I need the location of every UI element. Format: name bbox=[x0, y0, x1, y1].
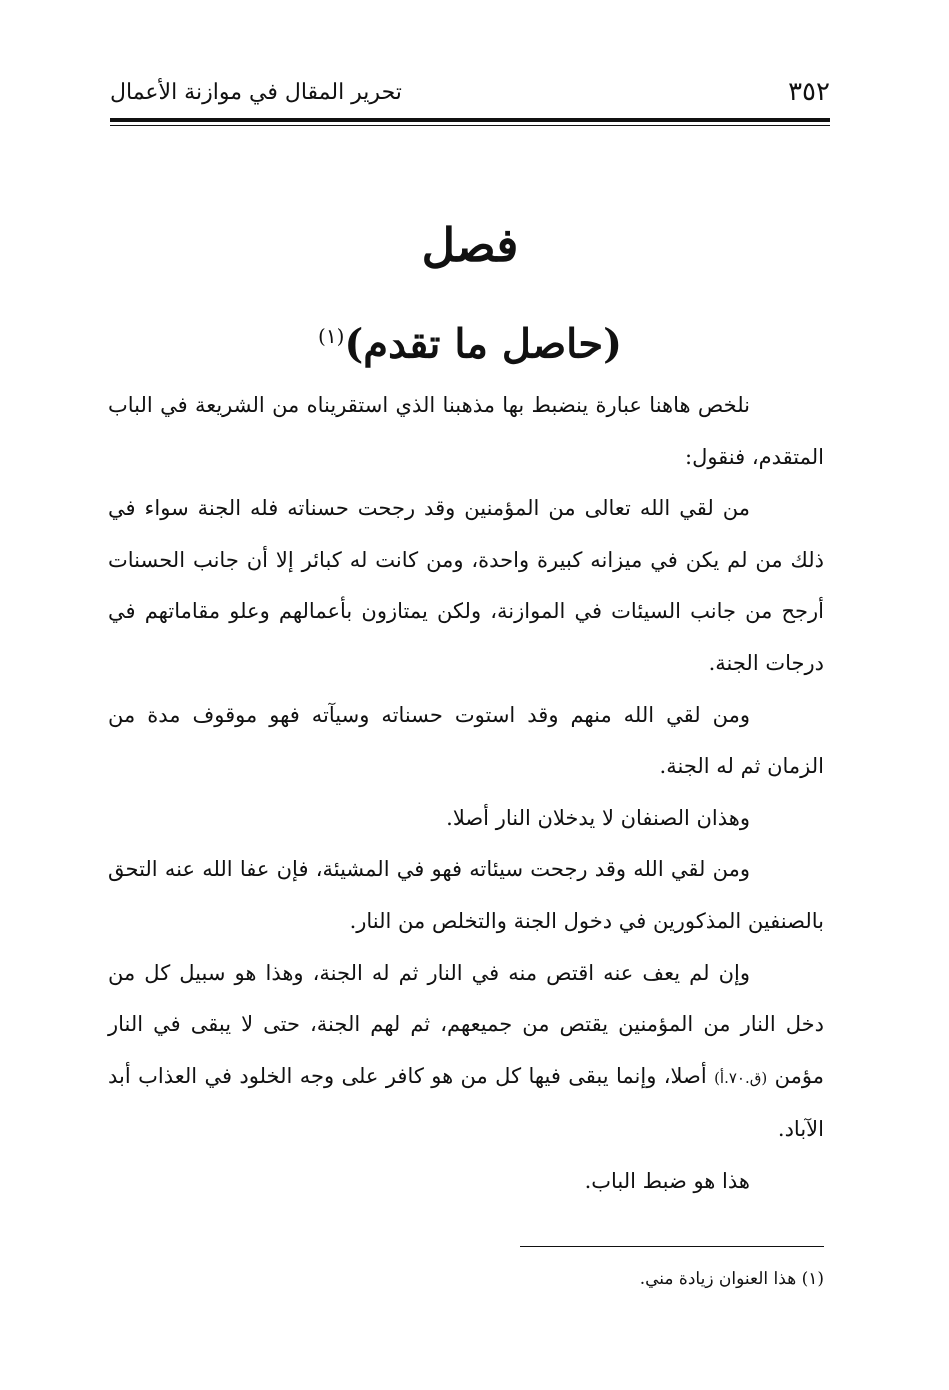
footnote-text: هذا العنوان زيادة مني. bbox=[639, 1269, 797, 1289]
paragraph-closing: هذا هو ضبط الباب. bbox=[584, 1168, 750, 1193]
subheading-text: (حاصل ما تقدم) bbox=[344, 320, 622, 368]
retribution-text-start: وإن لم يعف عنه اقتص منه في النار ثم له الجنة، وهذا هو سبيل كل من دخل النار من المؤمنين يقتص من جميعهم، ثم لهم الجنة، حتى لا يبقى في النار مؤمن bbox=[108, 960, 824, 1088]
body-text bbox=[108, 380, 824, 1208]
footnote-rule bbox=[520, 1246, 824, 1247]
paragraph-summary-intro: نلخص هاهنا عبارة ينضبط بها مذهبنا الذي استقريناه من الشريعة في الباب المتقدم، فنقول: bbox=[108, 393, 824, 469]
page-number: ٣٥٢ bbox=[788, 77, 830, 107]
paragraph-heavier-good-deeds: من لقي الله تعالى من المؤمنين وقد رجحت حسناته فله الجنة سواء في ذلك من لم يكن في ميزانه كبيرة واحدة، ومن كانت له كبائر إلا أن جانب الحسنات أرجح من جانب السيئات في الموازنة، ولكن يمتازون بأعمالهم وعلو مقاماتهم في درجات الجنة. bbox=[108, 496, 824, 675]
running-header bbox=[110, 70, 830, 116]
retribution-text-end: أصلا، وإنما يبقى فيها كل من هو كافر على وجه الخلود في العذاب أبد الآباد. bbox=[108, 1063, 824, 1142]
manuscript-folio-mark: (ق.٧٠.أ) bbox=[714, 1068, 768, 1087]
footnote bbox=[300, 1266, 824, 1292]
paragraph-retribution bbox=[108, 948, 824, 1156]
footnote-number: (١) bbox=[801, 1269, 824, 1289]
section-subheading bbox=[110, 304, 830, 376]
header-rule-thick bbox=[110, 118, 830, 122]
paragraph-equal-deeds: ومن لقي الله منهم وقد استوت حسناته وسيآته فهو موقوف مدة من الزمان ثم له الجنة. bbox=[108, 702, 824, 779]
paragraph-two-groups: وهذان الصنفان لا يدخلان النار أصلا. bbox=[446, 805, 750, 830]
book-title: تحرير المقال في موازنة الأعمال bbox=[110, 80, 402, 105]
footnote-reference: (١) bbox=[318, 324, 345, 348]
header-rule-thin bbox=[110, 125, 830, 126]
section-heading: فصل bbox=[421, 218, 519, 272]
paragraph-heavier-bad-deeds: ومن لقي الله وقد رجحت سيئاته فهو في المشيئة، فإن عفا الله عنه التحق بالصنفين المذكورين في دخول الجنة والتخلص من النار. bbox=[108, 857, 824, 933]
